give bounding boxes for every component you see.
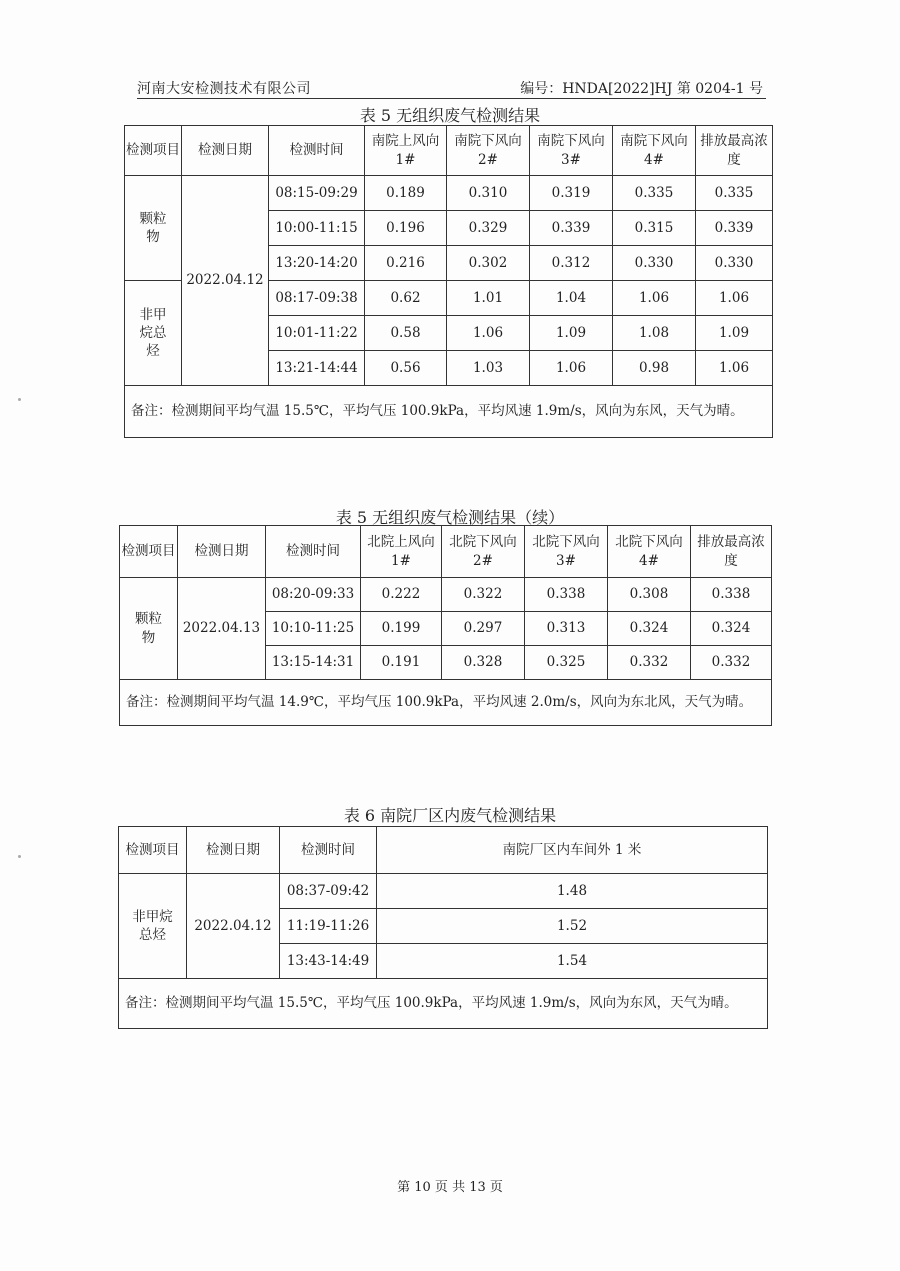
table2-header-point4: 北院下风向 4# [608, 526, 691, 578]
table-cell: 11:19-11:26 [280, 909, 377, 944]
table-cell: 0.315 [613, 211, 696, 246]
table-cell: 1.06 [447, 316, 530, 351]
table1 [124, 125, 773, 438]
table-cell: 08:15-09:29 [269, 176, 365, 211]
table-cell: 08:17-09:38 [269, 281, 365, 316]
table1-header-date: 检测日期 [182, 126, 269, 176]
seal-edge-mark [880, 610, 894, 780]
table-cell: 13:20-14:20 [269, 246, 365, 281]
table-cell: 1.03 [447, 351, 530, 386]
table3-date-cell: 2022.04.12 [187, 874, 280, 979]
table-cell: 1.06 [613, 281, 696, 316]
table-cell: 0.313 [525, 612, 608, 646]
page-header [137, 76, 763, 98]
table-cell: 1.01 [447, 281, 530, 316]
table-row [119, 874, 768, 909]
table2-header-max: 排放最高浓度 [691, 526, 772, 578]
table-row [120, 578, 772, 612]
table1-header-point2: 南院下风向 2# [447, 126, 530, 176]
table2-caption: 表 5 无组织废气检测结果（续） [335, 508, 565, 527]
table-cell: 0.319 [530, 176, 613, 211]
table-cell: 0.62 [365, 281, 447, 316]
table-cell: 0.325 [525, 646, 608, 680]
table1-caption: 表 5 无组织废气检测结果 [359, 106, 541, 125]
table-cell: 1.06 [696, 351, 773, 386]
table-cell: 0.322 [442, 578, 525, 612]
table-cell: 1.09 [696, 316, 773, 351]
table2-note: 备注：检测期间平均气温 14.9℃，平均气压 100.9kPa，平均风速 2.0m/s，风向为东北风，天气为晴。 [120, 680, 772, 726]
table-cell: 13:43-14:49 [280, 944, 377, 979]
table-cell: 0.330 [696, 246, 773, 281]
table-cell: 13:15-14:31 [266, 646, 361, 680]
table-row [125, 176, 773, 211]
table-cell: 0.216 [365, 246, 447, 281]
table-cell: 1.52 [377, 909, 768, 944]
table1-header-item: 检测项目 [125, 126, 182, 176]
table-cell: 0.338 [525, 578, 608, 612]
table-cell: 0.332 [608, 646, 691, 680]
table2-header-point2: 北院下风向 2# [442, 526, 525, 578]
table3-item-cell: 非甲烷总烃 [119, 874, 187, 979]
table3-header-location: 南院厂区内车间外 1 米 [377, 827, 768, 874]
table-cell: 0.332 [691, 646, 772, 680]
table1-date-cell: 2022.04.12 [182, 176, 269, 386]
table2 [119, 525, 772, 726]
table2-header-point1: 北院上风向 1# [361, 526, 442, 578]
table-cell: 0.189 [365, 176, 447, 211]
table3-header-date: 检测日期 [187, 827, 280, 874]
table1-header-point4: 南院下风向 4# [613, 126, 696, 176]
table-cell: 0.302 [447, 246, 530, 281]
table3 [118, 826, 768, 1029]
table-cell: 0.339 [696, 211, 773, 246]
table-cell: 1.06 [530, 351, 613, 386]
table-cell: 1.09 [530, 316, 613, 351]
table-cell: 10:01-11:22 [269, 316, 365, 351]
table-cell: 0.196 [365, 211, 447, 246]
table-cell: 0.328 [442, 646, 525, 680]
table-cell: 08:37-09:42 [280, 874, 377, 909]
table1-header-time: 检测时间 [269, 126, 365, 176]
table2-date-cell: 2022.04.13 [178, 578, 266, 680]
table-cell: 0.330 [613, 246, 696, 281]
table-cell: 0.222 [361, 578, 442, 612]
table2-header-point3: 北院下风向 3# [525, 526, 608, 578]
table-cell: 1.06 [696, 281, 773, 316]
table2-header-item: 检测项目 [120, 526, 178, 578]
table-cell: 0.199 [361, 612, 442, 646]
table-cell: 0.308 [608, 578, 691, 612]
table-cell: 1.04 [530, 281, 613, 316]
table-cell: 13:21-14:44 [269, 351, 365, 386]
table-cell: 10:00-11:15 [269, 211, 365, 246]
table-cell: 10:10-11:25 [266, 612, 361, 646]
page-number: 第 10 页 共 13 页 [397, 1180, 503, 1195]
table-cell: 0.324 [691, 612, 772, 646]
table-cell: 0.312 [530, 246, 613, 281]
table-cell: 0.297 [442, 612, 525, 646]
table-cell: 0.191 [361, 646, 442, 680]
table1-item-cell: 非甲烷总烃 [125, 281, 182, 386]
table1-note: 备注：检测期间平均气温 15.5℃，平均气压 100.9kPa，平均风速 1.9m/s，风向为东风，天气为晴。 [125, 386, 773, 438]
scan-mark [18, 855, 21, 858]
report-number: 编号：HNDA[2022]HJ 第 0204-1 号 [520, 81, 763, 97]
table-cell: 0.338 [691, 578, 772, 612]
table-cell: 0.310 [447, 176, 530, 211]
company-name: 河南大安检测技术有限公司 [137, 81, 311, 97]
table2-header-time: 检测时间 [266, 526, 361, 578]
table-cell: 0.98 [613, 351, 696, 386]
table-cell: 1.48 [377, 874, 768, 909]
table1-header-point3: 南院下风向 3# [530, 126, 613, 176]
table-cell: 1.54 [377, 944, 768, 979]
table-cell: 0.56 [365, 351, 447, 386]
table3-header-item: 检测项目 [119, 827, 187, 874]
scan-mark [18, 398, 21, 401]
table-cell: 1.08 [613, 316, 696, 351]
table-cell: 0.339 [530, 211, 613, 246]
table-cell: 0.324 [608, 612, 691, 646]
table1-header-point1: 南院上风向 1# [365, 126, 447, 176]
table-cell: 0.329 [447, 211, 530, 246]
table1-header-max: 排放最高浓度 [696, 126, 773, 176]
table3-caption: 表 6 南院厂区内废气检测结果 [343, 806, 557, 825]
table3-header-time: 检测时间 [280, 827, 377, 874]
table1-item-cell: 颗粒物 [125, 176, 182, 281]
table-cell: 0.335 [613, 176, 696, 211]
table-cell: 0.58 [365, 316, 447, 351]
table2-header-date: 检测日期 [178, 526, 266, 578]
table-cell: 0.335 [696, 176, 773, 211]
table-cell: 08:20-09:33 [266, 578, 361, 612]
table3-note: 备注：检测期间平均气温 15.5℃，平均气压 100.9kPa，平均风速 1.9m/s，风向为东风，天气为晴。 [119, 979, 768, 1029]
table2-item-cell: 颗粒物 [120, 578, 178, 680]
header-rule [137, 98, 766, 99]
